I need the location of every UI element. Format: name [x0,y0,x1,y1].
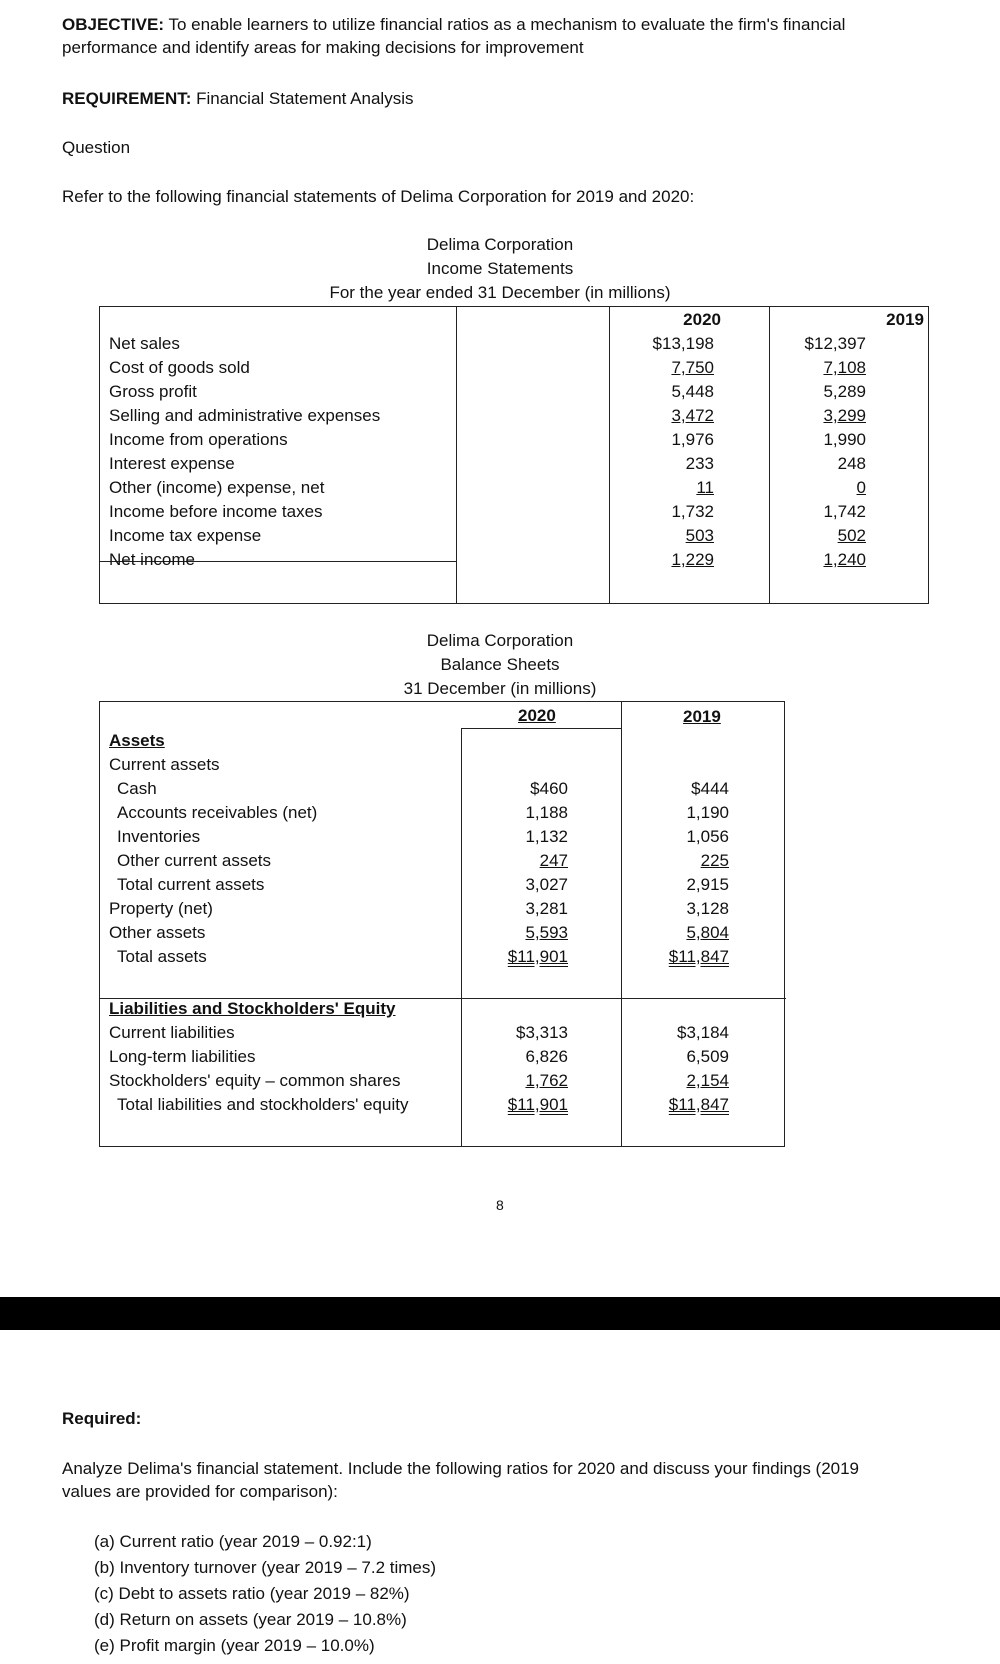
asset-row-2019: 2,915 [686,875,729,894]
liability-row-2019: 2,154 [686,1071,729,1090]
asset-row-2019: $444 [691,779,729,798]
balance-sheet-period: 31 December (in millions) [403,679,597,698]
liability-row-2020: 6,826 [525,1047,568,1066]
asset-row-2019: 225 [700,851,729,870]
income-row-2020: 1,229 [671,550,714,569]
income-row-2019: 248 [837,454,866,473]
liability-row-2020: 1,762 [525,1071,568,1090]
ratio-list [94,1531,436,1661]
requirement-text: Financial Statement Analysis [196,89,414,108]
asset-row [100,946,784,970]
required-label: Required: [62,1409,142,1428]
asset-row-label: Property (net) [109,899,213,918]
intro-text: Refer to the following financial statements of Delima Corporation for 2019 and 2020: [62,187,695,206]
income-row-label: Net sales [109,334,180,353]
current-assets-heading-row [100,754,784,778]
asset-row-label: Other assets [109,923,206,942]
asset-row [100,874,784,898]
income-row-2019: 3,299 [823,406,866,425]
asset-row [100,778,784,802]
income-row [100,549,928,573]
liability-row [100,1070,784,1094]
income-row-2019: 1,240 [823,550,866,569]
asset-row-label: Accounts receivables (net) [117,803,318,822]
liability-row [100,1094,784,1118]
ratio-item-a: (a) Current ratio (year 2019 – 0.92:1) [94,1532,372,1551]
income-statement-table [99,306,929,604]
asset-row-2020: 1,132 [525,827,568,846]
balance-sheet-title: Balance Sheets [440,655,560,674]
asset-row-label: Cash [117,779,157,798]
income-row [100,357,928,381]
ratio-item-d: (d) Return on assets (year 2019 – 10.8%) [94,1610,407,1629]
income-row-2020: 503 [685,526,714,545]
objective-text-line1: To enable learners to utilize financial ratios as a mechanism to evaluate the firm's financial [168,15,846,34]
balance-col-2020: 2020 [518,706,556,725]
income-row-label: Cost of goods sold [109,358,250,377]
balance-sheet-company: Delima Corporation [426,631,574,650]
asset-row-2020: 247 [539,851,568,870]
asset-row [100,850,784,874]
ratio-item-c: (c) Debt to assets ratio (year 2019 – 82%) [94,1584,410,1603]
income-row [100,429,928,453]
page-number: 8 [496,1197,504,1213]
asset-row-label: Total current assets [117,875,265,894]
required-text-line2: values are provided for comparison): [62,1481,338,1501]
liabilities-heading: Liabilities and Stockholders' Equity [109,999,396,1018]
income-col-2019: 2019 [886,310,924,329]
income-row [100,477,928,501]
liability-row-label: Total liabilities and stockholders' equity [117,1095,409,1114]
liability-row [100,1022,784,1046]
required-text-line1: Analyze Delima's financial statement. Include the following ratios for 2020 and discuss your findings (2019 [62,1459,860,1478]
asset-row-2019: 5,804 [686,923,729,942]
income-row-label: Net income [109,550,195,569]
liability-row [100,1046,784,1070]
liability-row-2020: $3,313 [516,1023,568,1042]
income-statement-title: Income Statements [426,259,574,278]
asset-row-2019: 1,056 [686,827,729,846]
income-row-2020: 233 [685,454,714,473]
income-row [100,333,928,357]
income-row-label: Gross profit [109,382,197,401]
income-row-label: Other (income) expense, net [109,478,325,497]
requirement-line [62,88,413,111]
income-statement-period: For the year ended 31 December (in millions) [329,283,671,302]
asset-row-2019: $11,847 [668,947,729,966]
liability-row-2019: $3,184 [677,1023,729,1042]
asset-row-label: Other current assets [117,851,272,870]
liability-row-2019: 6,509 [686,1047,729,1066]
income-row [100,501,928,525]
income-row [100,405,928,429]
page-separator-bar [0,1297,1000,1330]
asset-row [100,898,784,922]
income-row-2019: 5,289 [823,382,866,401]
liability-row-2019: $11,847 [668,1095,729,1114]
income-row-label: Income before income taxes [109,502,323,521]
income-row [100,381,928,405]
liabilities-heading-row [100,998,784,1022]
assets-heading: Assets [109,731,165,750]
liability-row-2020: $11,901 [507,1095,568,1114]
income-row-2020: 7,750 [671,358,714,377]
income-row-2020: 3,472 [671,406,714,425]
asset-row-2020: 3,027 [525,875,568,894]
asset-row-2020: 1,188 [525,803,568,822]
document-page-2 [0,1330,1000,1664]
liability-row-label: Stockholders' equity – common shares [109,1071,401,1090]
income-row-2020: $13,198 [652,334,714,353]
income-statement-company: Delima Corporation [426,235,574,254]
income-row-label: Selling and administrative expenses [109,406,381,425]
required-text [62,1458,962,1504]
question-label: Question [62,138,131,157]
asset-row-2020: 3,281 [525,899,568,918]
asset-row [100,802,784,826]
income-row-label: Interest expense [109,454,235,473]
income-row-2020: 11 [696,478,714,497]
income-row-2019: 1,742 [823,502,866,521]
income-row-2019: 1,990 [823,430,866,449]
income-row-2020: 1,732 [671,502,714,521]
asset-row-2020: 5,593 [525,923,568,942]
balance-sheet-table [99,701,785,1147]
asset-row-2020: $460 [530,779,568,798]
balance-col-2019: 2019 [683,707,721,726]
asset-row-2019: 1,190 [686,803,729,822]
ratio-item-b: (b) Inventory turnover (year 2019 – 7.2 times) [94,1558,437,1577]
income-row-2020: 5,448 [671,382,714,401]
objective-paragraph [62,14,962,60]
requirement-label: REQUIREMENT: [62,89,192,108]
current-assets-heading: Current assets [109,755,220,774]
objective-text-line2: performance and identify areas for making decisions for improvement [62,37,584,57]
income-col-2020: 2020 [683,310,721,329]
ratio-item-e: (e) Profit margin (year 2019 – 10.0%) [94,1636,375,1655]
income-row [100,453,928,477]
asset-row [100,922,784,946]
income-row-2019: 502 [837,526,866,545]
income-row-2020: 1,976 [671,430,714,449]
asset-row-label: Total assets [117,947,207,966]
income-row-label: Income tax expense [109,526,262,545]
asset-row-2020: $11,901 [507,947,568,966]
liability-row-label: Long-term liabilities [109,1047,256,1066]
objective-label: OBJECTIVE: [62,15,165,34]
asset-row [100,826,784,850]
asset-row-label: Inventories [117,827,201,846]
income-row-2019: 7,108 [823,358,866,377]
income-row-2019: 0 [856,478,866,497]
income-row [100,525,928,549]
asset-row-2019: 3,128 [686,899,729,918]
assets-heading-row [100,730,784,754]
liability-row-label: Current liabilities [109,1023,235,1042]
income-row-2019: $12,397 [804,334,866,353]
income-row-label: Income from operations [109,430,288,449]
